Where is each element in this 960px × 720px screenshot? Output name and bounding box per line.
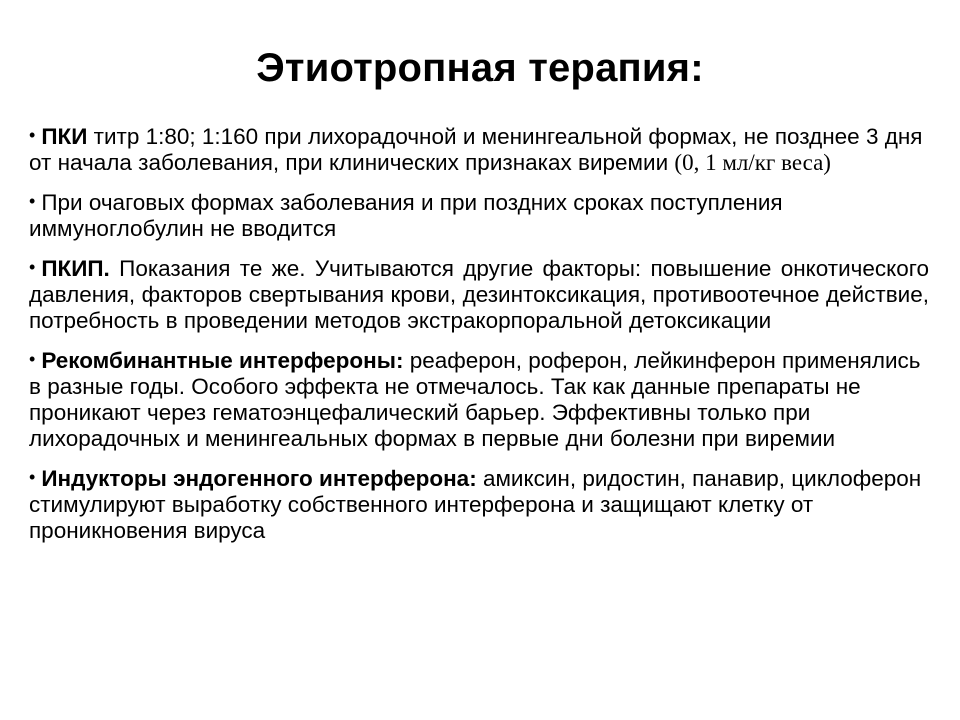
bullet-marker: • [29,257,36,277]
item-text: амиксин, ридостин, панавир, циклоферон стимулируют выработку собственного интерферона и защищают клетку от проникновения вируса [29,466,922,543]
item-bold-term: ПКИП. [41,256,110,281]
bullet-marker: • [29,125,36,145]
item-text: При очаговых формах заболевания и при поздних сроках поступления иммуноглобулин не вводится [29,190,783,241]
bullet-marker: • [29,349,36,369]
item-text: титр 1:80; 1:160 при лихорадочной и менингеальной формах, не позднее 3 дня от начала заболевания, при клинических признаках виремии [29,124,923,175]
bullet-item-focal-forms [29,188,929,242]
bullet-item-interferon-inducers [29,464,929,544]
slide-content [29,122,929,556]
bullet-marker: • [29,191,36,211]
bullet-item-pki [29,122,929,176]
item-bold-term: ПКИ [41,124,88,149]
slide-title: Этиотропная терапия: [256,46,704,90]
bullet-marker: • [29,467,36,487]
item-bold-term: Индукторы эндогенного интерферона: [41,466,477,491]
item-text: Показания те же. Учитываются другие факторы: повышение онкотического давления, факторов свертывания крови, дезинтоксикация, противоотечное действие, потребность в проведении методов экстракорпоральной детоксикации [29,256,929,333]
item-dose: (0, 1 мл/кг веса) [674,150,831,175]
bullet-item-pkip [29,254,929,334]
item-bold-term: Рекомбинантные интерфероны: [41,348,404,373]
item-text: реаферон, роферон, лейкинферон применялись в разные годы. Особого эффекта не отмечалось. Так как данные препараты не проникают через гематоэнцефалический барьер. Эффективны только при лихорадочных и менингеальных формах в первые дни болезни при виремии [29,348,921,451]
bullet-item-recombinant-interferons [29,346,929,452]
